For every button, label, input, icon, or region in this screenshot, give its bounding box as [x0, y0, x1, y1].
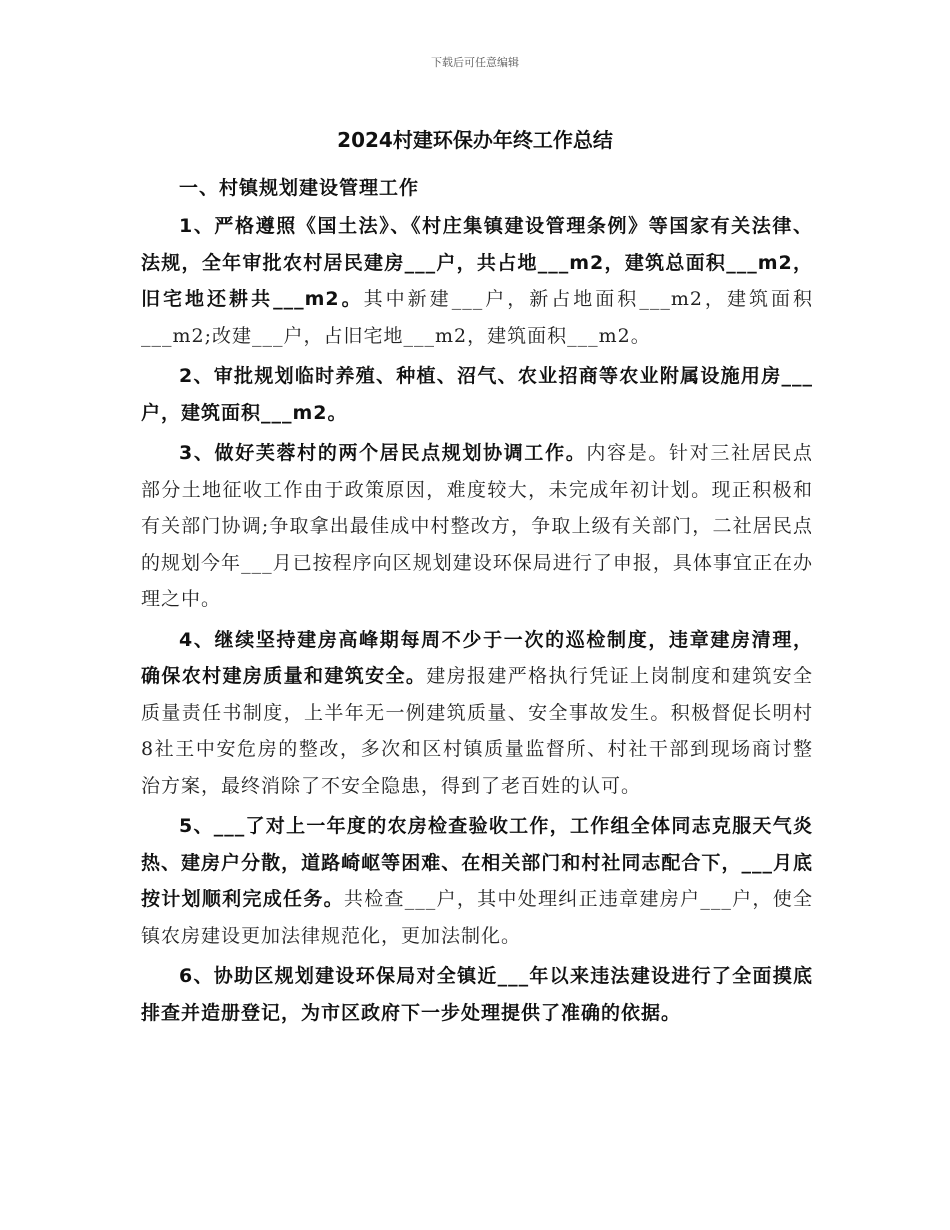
- document-body: [141, 170, 813, 1031]
- document-title: 2024村建环保办年终工作总结: [337, 128, 613, 152]
- paragraph-bold-text: 2、审批规划临时养殖、种植、沼气、农业招商等农业附属设施用房___户，建筑面积___m2。: [141, 365, 813, 424]
- paragraph-2: [141, 358, 813, 431]
- paragraph-normal-text: 建房报建严格执行凭证上岗制度和建筑安全质量责任书制度，上半年无一例建筑质量、安全事故发生。积极督促长明村8社王中安危房的整改，多次和区村镇质量监督所、村社干部到现场商讨整治方案，最终消除了不安全隐患，得到了老百姓的认可。: [141, 665, 813, 797]
- header-note: 下载后可任意编辑: [431, 56, 519, 69]
- paragraph-normal-text: 其中新建___户，新占地面积___m2，建筑面积___m2;改建___户，占旧宅地___m2，建筑面积___m2。: [141, 288, 813, 347]
- paragraph-bold-text: 1、严格遵照《国土法》、《村庄集镇建设管理条例》等国家有关法律、法规，全年审批农村居民建房___户，共占地___m2，建筑总面积___m2，旧宅地还耕共___m2。: [141, 215, 813, 310]
- paragraph-6: [141, 958, 813, 1031]
- paragraph-normal-text: 内容是。针对三社居民点部分土地征收工作由于政策原因，难度较大，未完成年初计划。现正积极和有关部门协调;争取拿出最佳成中村整改方，争取上级有关部门，二社居民点的规划今年___月已按程序向区规划建设环保局进行了申报，具体事宜正在办理之中。: [141, 442, 813, 610]
- paragraph-bold-text: 3、做好芙蓉村的两个居民点规划协调工作。: [179, 442, 587, 464]
- paragraph-bold-text: 4、继续坚持建房高峰期每周不少于一次的巡检制度，违章建房清理，确保农村建房质量和建筑安全。: [141, 628, 813, 687]
- paragraph-bold-text: 6、协助区规划建设环保局对全镇近___年以来违法建设进行了全面摸底排查并造册登记，为市区政府下一步处理提供了准确的依据。: [141, 965, 813, 1024]
- section-heading: 一、村镇规划建设管理工作: [179, 177, 420, 199]
- paragraph-3: [141, 435, 813, 618]
- paragraph-normal-text: 共检查___户，其中处理纠正违章建房户___户，使全镇农房建设更加法律规范化，更加法制化。: [141, 888, 813, 947]
- paragraph-4: [141, 622, 813, 805]
- paragraph-1: [141, 208, 813, 354]
- paragraph-bold-text: 5、___了对上一年度的农房检查验收工作，工作组全体同志克服天气炎热、建房户分散，道路崎岖等困难、在相关部门和村社同志配合下，___月底按计划顺利完成任务。: [141, 815, 813, 910]
- paragraph-5: [141, 808, 813, 954]
